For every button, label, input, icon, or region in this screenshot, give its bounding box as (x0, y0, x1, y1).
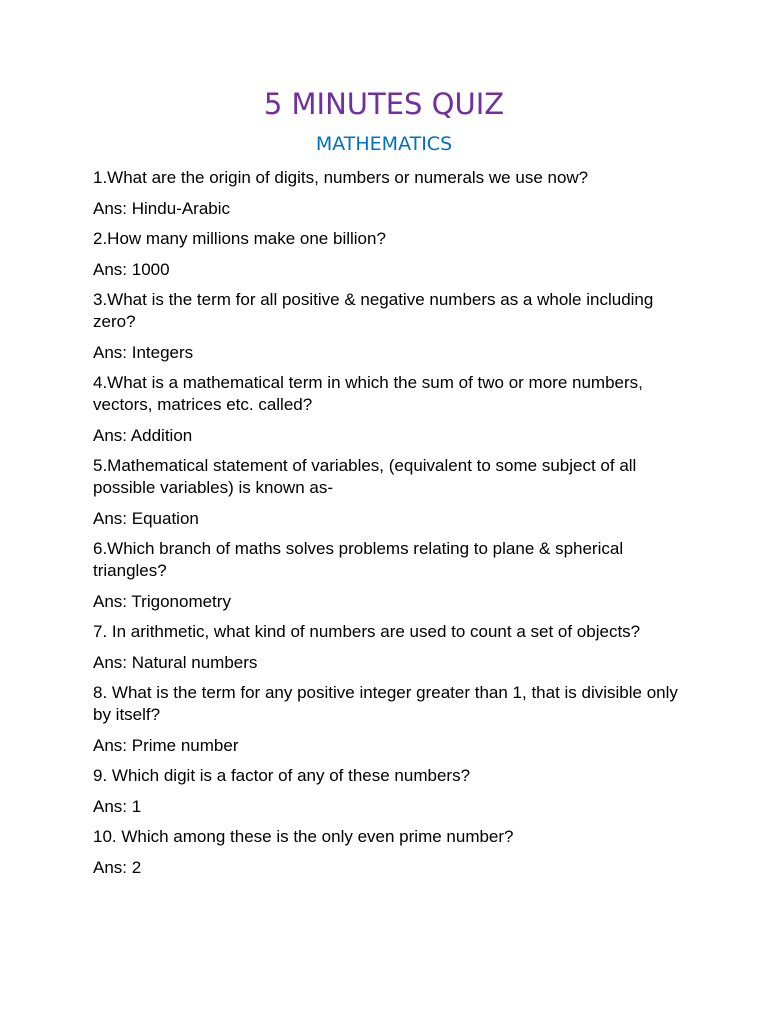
page-subtitle: MATHEMATICS (315, 133, 453, 155)
answer-5: Ans: Equation (93, 508, 199, 528)
answer-8: Ans: Prime number (93, 735, 239, 755)
question-6: 6.Which branch of maths solves problems relating to plane & spherical triangles? (93, 539, 624, 580)
question-4: 4.What is a mathematical term in which the sum of two or more numbers, vectors, matrices etc. called? (93, 373, 643, 414)
answer-10: Ans: 2 (93, 857, 142, 877)
page-title: 5 MINUTES QUIZ (263, 87, 505, 121)
answer-6: Ans: Trigonometry (93, 591, 231, 611)
question-9: 9. Which digit is a factor of any of these numbers? (93, 766, 471, 785)
quiz-list (93, 167, 685, 887)
answer-7: Ans: Natural numbers (93, 652, 258, 672)
question-5: 5.Mathematical statement of variables, (equivalent to some subject of all possible variables) is known as- (93, 456, 637, 497)
answer-3: Ans: Integers (93, 342, 194, 362)
question-7: 7. In arithmetic, what kind of numbers are used to count a set of objects? (93, 622, 641, 641)
question-2: 2.How many millions make one billion? (93, 229, 386, 248)
answer-1: Ans: Hindu-Arabic (93, 198, 231, 218)
question-10: 10. Which among these is the only even prime number? (93, 827, 514, 846)
question-8: 8. What is the term for any positive integer greater than 1, that is divisible only by itself? (93, 683, 678, 724)
answer-2: Ans: 1000 (93, 259, 170, 279)
question-1: 1.What are the origin of digits, numbers or numerals we use now? (93, 168, 589, 187)
answer-4: Ans: Addition (93, 425, 193, 445)
question-3: 3.What is the term for all positive & negative numbers as a whole including zero? (93, 290, 654, 331)
answer-9: Ans: 1 (93, 796, 142, 816)
